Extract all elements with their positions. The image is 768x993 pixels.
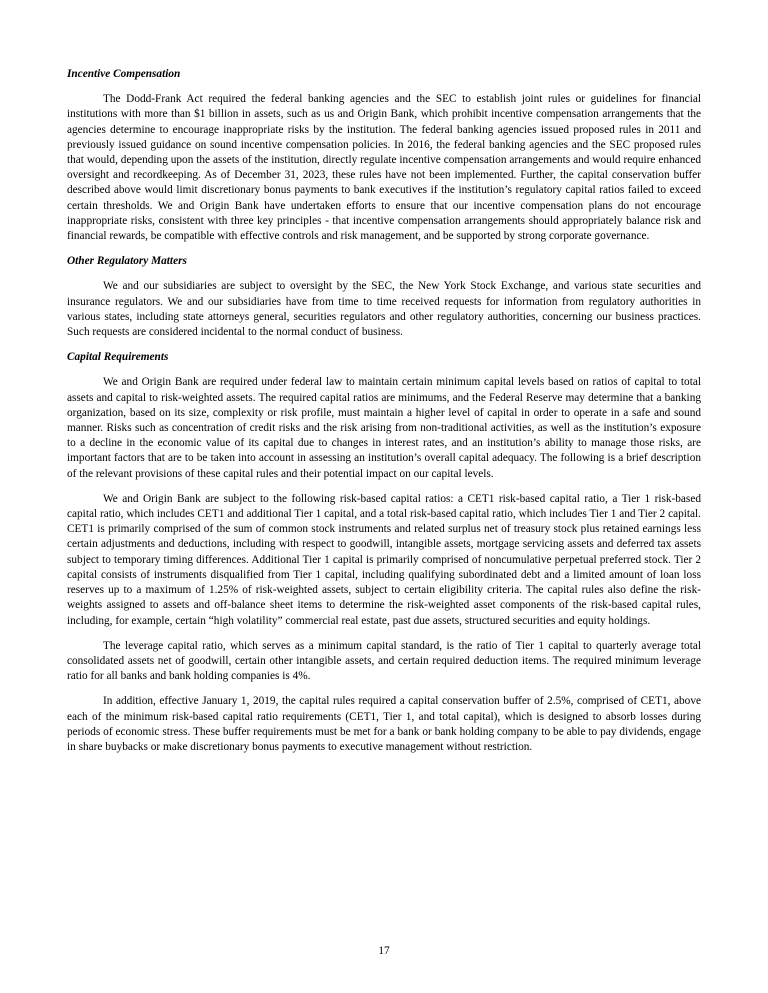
paragraph-capital-requirements-1: We and Origin Bank are required under federal law to maintain certain minimum capital levels based on ratios of capital to total assets and capital to risk-weighted assets. The required capital ratios are minimums, and the Federal Reserve may determine that a banking organization, based on its size, complexity or risk profile, must maintain a higher level of capital in order to operate in a safe and sound manner. Risks such as concentration of credit risks and the risk arising from non-traditional activities, as well as the institution’s exposure to a decline in the economic value of its capital due to changes in interest rates, and an institution’s ability to manage those risks, are important factors that are to be taken into account in assessing an institution’s overall capital adequacy. The following is a brief description of the relevant provisions of these capital rules and their potential impact on our capital levels. — [67, 376, 701, 480]
section-heading-other-regulatory-matters: Other Regulatory Matters — [67, 255, 187, 268]
paragraph-capital-requirements-3: The leverage capital ratio, which serves as a minimum capital standard, is the ratio of Tier 1 capital to quarterly average total consolidated assets net of goodwill, certain other intangible assets, and certain required deduction items. The required minimum leverage ratio for all banks and bank holding companies is 4%. — [67, 639, 701, 683]
section-heading-incentive-compensation: Incentive Compensation — [67, 68, 181, 80]
paragraph-incentive-compensation-1: The Dodd-Frank Act required the federal banking agencies and the SEC to establish joint rules or guidelines for financial institutions with more than $1 billion in assets, such as us and Origin Bank, which prohibit incentive compensation arrangements that the agencies determine to encourage inappropriate risks by the institution. The federal banking agencies issued proposed rules in 2011 and previously issued guidance on sound incentive compensation policies. In 2016, the federal banking agencies and the SEC proposed rules that would, depending upon the assets of the institution, directly regulate incentive compensation arrangements and would require enhanced oversight and recordkeeping. As of December 31, 2023, these rules have not been implemented. Further, the capital conservation buffer described above would limit discretionary bonus payments to bank executives if the institution’s regulatory capital ratios failed to exceed certain thresholds. We and Origin Bank have undertaken efforts to ensure that our incentive compensation plans do not encourage inappropriate risks, consistent with three key principles - that incentive compensation arrangements should appropriately balance risk and financial rewards, be compatible with effective controls and risk management, and be supported by strong corporate governance. — [67, 93, 701, 243]
section-heading-capital-requirements: Capital Requirements — [67, 351, 169, 364]
page-number: 17 — [378, 945, 390, 957]
paragraph-capital-requirements-2: We and Origin Bank are subject to the following risk-based capital ratios: a CET1 risk-based capital ratio, a Tier 1 risk-based capital ratio, which includes CET1 and additional Tier 1 capital, and a total risk-based capital ratio, which includes Tier 1 and Tier 2 capital. CET1 is primarily comprised of the sum of common stock instruments and related surplus net of treasury stock plus retained earnings less certain adjustments and deductions, including with respect to goodwill, intangible assets, mortgage servicing assets and deferred tax assets subject to temporary timing differences. Additional Tier 1 capital is primarily comprised of noncumulative perpetual preferred stock. Tier 2 capital consists of instruments disqualified from Tier 1 capital, including qualifying subordinated debt and a limited amount of loan loss reserves up to a maximum of 1.25% of risk-weighted assets, subject to certain eligibility criteria. The capital rules also define the risk-weights assigned to assets and off-balance sheet items to determine the risk-weighted asset components of the risk-based capital rules, including, for example, certain “high volatility” commercial real estate, past due assets, structured securities and equity holdings. — [67, 492, 701, 627]
paragraph-other-regulatory-matters-1: We and our subsidiaries are subject to oversight by the SEC, the New York Stock Exchange, and various state securities and insurance regulators. We and our subsidiaries have from time to time received requests for information from regulatory authorities in various states, including state attorneys general, securities regulators and other regulatory authorities, concerning our business practices. Such requests are considered incidental to the normal conduct of business. — [67, 280, 701, 339]
paragraph-capital-requirements-4: In addition, effective January 1, 2019, the capital rules required a capital conservation buffer of 2.5%, comprised of CET1, above each of the minimum risk-based capital ratio requirements (CET1, Tier 1, and total capital), which is designed to absorb losses during periods of economic stress. These buffer requirements must be met for a bank or bank holding company to be able to pay dividends, engage in share buybacks or make discretionary bonus payments to executive management without restriction. — [67, 695, 701, 753]
document-body — [67, 67, 701, 765]
